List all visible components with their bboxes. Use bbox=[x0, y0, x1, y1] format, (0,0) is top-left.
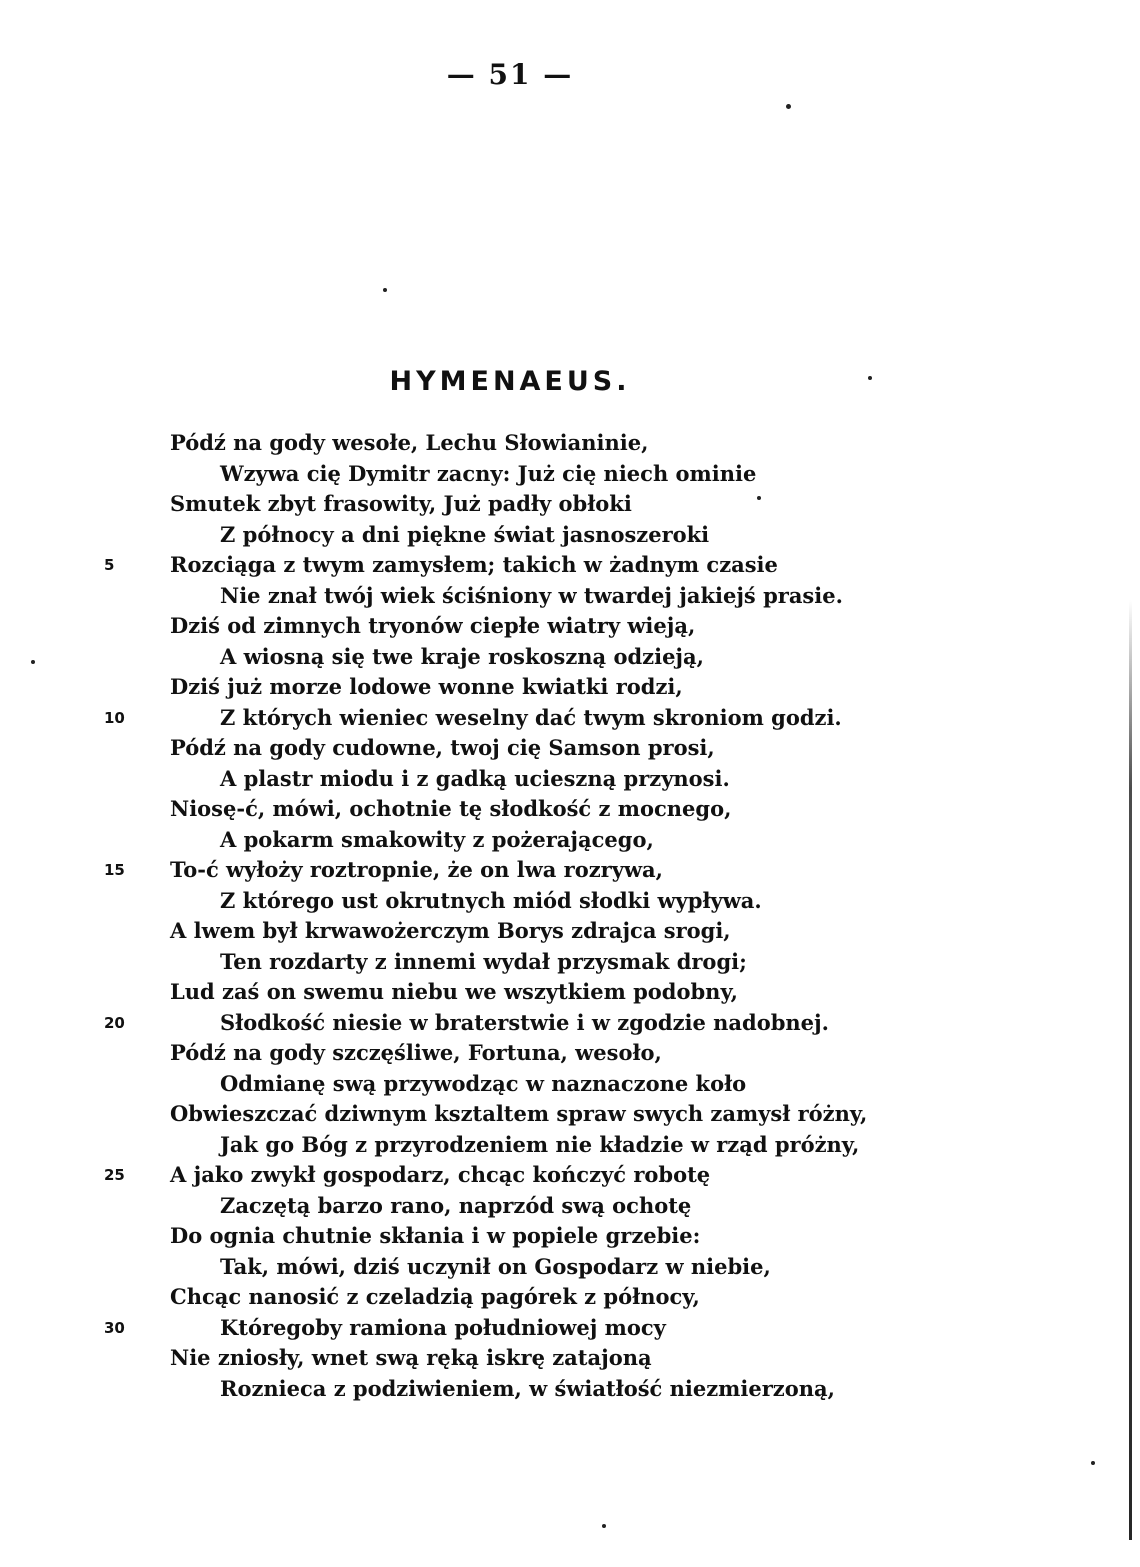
verse-text: Jak go Bóg z przyrodzeniem nie kładzie w rząd próżny, bbox=[220, 1131, 860, 1157]
verse-line bbox=[0, 1099, 1140, 1130]
verse-line bbox=[0, 459, 1140, 490]
verse-text: Smutek zbyt frasowity, Już padły obłoki bbox=[170, 491, 632, 516]
scan-speck bbox=[1091, 1461, 1095, 1465]
verse-text: Zaczętą barzo rano, naprzód swą ochotę bbox=[220, 1192, 692, 1218]
verse-line bbox=[0, 886, 1140, 917]
line-number: 30 bbox=[104, 1318, 125, 1337]
verse-text: Pódź na gody cudowne, twoj cię Samson prosi, bbox=[170, 735, 715, 760]
verse-text: Dziś od zimnych tryonów ciepłe wiatry wieją, bbox=[170, 613, 696, 638]
verse-text: Któregoby ramiona południowej mocy bbox=[220, 1314, 666, 1340]
verse-line bbox=[0, 672, 1140, 703]
verse-line bbox=[0, 428, 1140, 459]
verse-text: Dziś już morze lodowe wonne kwiatki rodzi, bbox=[170, 674, 683, 699]
verse-text: Słodkość niesie w braterstwie i w zgodzie nadobnej. bbox=[220, 1009, 829, 1035]
verse-line bbox=[0, 1038, 1140, 1069]
verse-text: Pódź na gody szczęśliwe, Fortuna, wesoło, bbox=[170, 1040, 662, 1065]
verse-text: A pokarm smakowity z pożerającego, bbox=[220, 826, 654, 852]
scan-speck bbox=[383, 288, 387, 292]
verse-line bbox=[0, 947, 1140, 978]
verse-line bbox=[0, 764, 1140, 795]
verse-line bbox=[0, 1282, 1140, 1313]
verse-line bbox=[0, 916, 1140, 947]
page-number: — 51 — bbox=[446, 58, 574, 91]
scan-speck bbox=[602, 1524, 606, 1528]
verse-text: Lud zaś on swemu niebu we wszytkiem podobny, bbox=[170, 979, 738, 1004]
verse-text: Z północy a dni piękne świat jasnoszeroki bbox=[220, 521, 710, 547]
verse-line bbox=[0, 1130, 1140, 1161]
verse-text: To-ć wyłoży roztropnie, że on lwa rozrywa, bbox=[170, 857, 663, 882]
verse-line bbox=[0, 581, 1140, 612]
poem-title: HYMENAEUS. bbox=[389, 366, 631, 397]
verse-text: Ten rozdarty z innemi wydał przysmak drogi; bbox=[220, 948, 747, 974]
verse-line bbox=[0, 642, 1140, 673]
verse-text: A wiosną się twe kraje roskoszną odzieją, bbox=[220, 643, 704, 669]
verse-line bbox=[0, 855, 1140, 886]
line-number: 25 bbox=[104, 1166, 125, 1184]
verse-line bbox=[0, 1160, 1140, 1191]
line-number: 15 bbox=[104, 861, 125, 879]
verse-text: Chcąc nanosić z czeladzią pagórek z północy, bbox=[170, 1284, 700, 1309]
line-number: 10 bbox=[104, 708, 125, 727]
verse-text: Do ognia chutnie skłania i w popiele grzebie: bbox=[170, 1223, 701, 1248]
verse-text: Nie zniosły, wnet swą ręką iskrę zatajoną bbox=[170, 1345, 652, 1370]
verse-line bbox=[0, 1191, 1140, 1222]
verse-line bbox=[0, 611, 1140, 642]
verse-line bbox=[0, 489, 1140, 520]
verse-text: Nie znał twój wiek ściśniony w twardej jakiejś prasie. bbox=[220, 582, 843, 608]
verse-text: Z których wieniec weselny dać twym skroniom godzi. bbox=[220, 704, 842, 730]
verse-line bbox=[0, 977, 1140, 1008]
verse-line bbox=[0, 520, 1140, 551]
verse-text: Rozciąga z twym zamysłem; takich w żadnym czasie bbox=[170, 552, 778, 577]
verse-text: Niosę-ć, mówi, ochotnie tę słodkość z mocnego, bbox=[170, 796, 732, 821]
verse-line bbox=[0, 703, 1140, 734]
verse-text: Z którego ust okrutnych miód słodki wypływa. bbox=[220, 887, 762, 913]
verse-line bbox=[0, 550, 1140, 581]
scan-speck bbox=[786, 104, 791, 109]
verse-text: Tak, mówi, dziś uczynił on Gospodarz w niebie, bbox=[220, 1253, 771, 1279]
scan-speck bbox=[757, 496, 761, 500]
verse-text: A jako zwykł gospodarz, chcąc kończyć robotę bbox=[170, 1162, 711, 1187]
verse-line bbox=[0, 1343, 1140, 1374]
verse-text: A plastr miodu i z gadką ucieszną przynosi. bbox=[220, 765, 730, 791]
line-number: 20 bbox=[104, 1013, 125, 1032]
verse-text: A lwem był krwawożerczym Borys zdrajca srogi, bbox=[170, 918, 731, 943]
scan-speck bbox=[868, 376, 872, 380]
poem-body bbox=[0, 428, 1140, 1404]
line-number: 5 bbox=[104, 556, 115, 574]
verse-line bbox=[0, 733, 1140, 764]
verse-text: Roznieca z podziwieniem, w światłość niezmierzoną, bbox=[220, 1375, 835, 1401]
verse-text: Obwieszczać dziwnym ksztaltem spraw swych zamysł różny, bbox=[170, 1101, 868, 1126]
verse-line bbox=[0, 1252, 1140, 1283]
verse-line bbox=[0, 794, 1140, 825]
scan-edge-shadow bbox=[1129, 600, 1132, 1540]
verse-text: Pódź na gody wesołe, Lechu Słowianinie, bbox=[170, 430, 649, 455]
verse-text: Odmianę swą przywodząc w naznaczone koło bbox=[220, 1070, 747, 1096]
verse-line bbox=[0, 1374, 1140, 1405]
verse-line bbox=[0, 825, 1140, 856]
verse-line bbox=[0, 1313, 1140, 1344]
verse-line bbox=[0, 1221, 1140, 1252]
verse-line bbox=[0, 1069, 1140, 1100]
verse-line bbox=[0, 1008, 1140, 1039]
scan-speck bbox=[31, 660, 35, 664]
verse-text: Wzywa cię Dymitr zacny: Już cię niech ominie bbox=[220, 460, 757, 486]
